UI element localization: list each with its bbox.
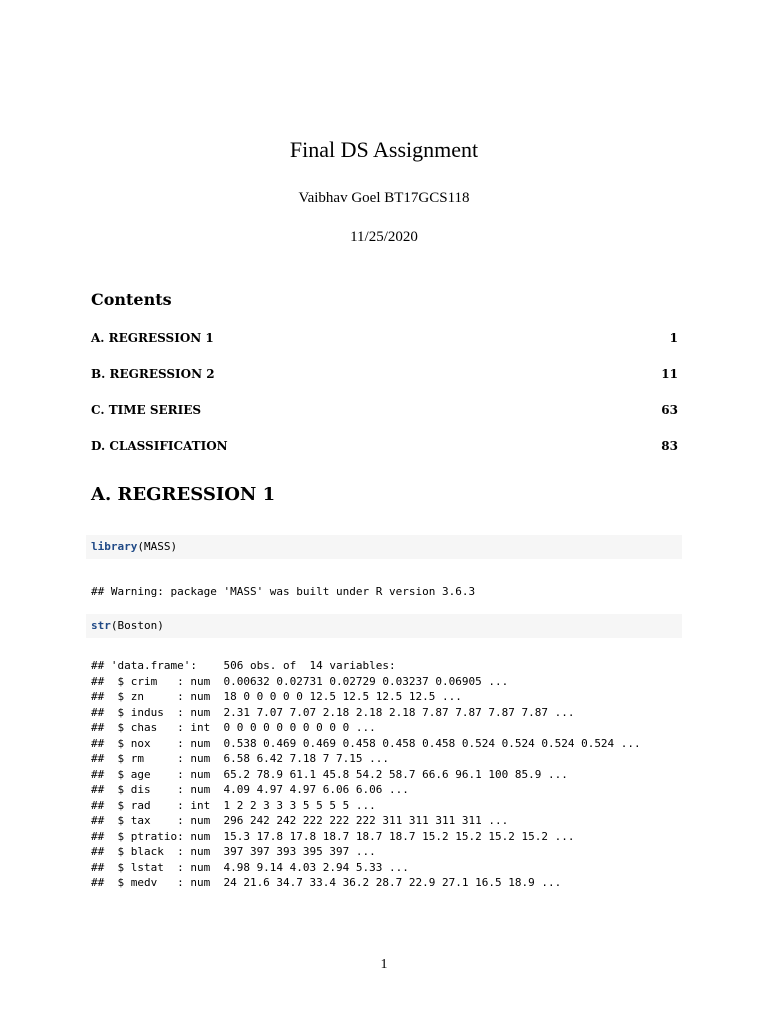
toc-item-page: 11: [661, 367, 678, 381]
code-function: library: [91, 540, 138, 553]
output-line: ## $ rad : int 1 2 2 3 3 3 5 5 5 5 ...: [91, 798, 376, 812]
output-line: ## $ tax : num 296 242 242 222 222 222 311 311 311 311 ...: [91, 814, 509, 827]
output-line: ## $ indus : num 2.31 7.07 7.07 2.18 2.18 2.18 7.87 7.87 7.87 7.87 ...: [91, 705, 575, 719]
output-line: ## $ age : num 65.2 78.9 61.1 45.8 54.2 58.7 66.6 96.1 100 85.9 ...: [91, 767, 568, 781]
document-date: 11/25/2020: [350, 229, 418, 245]
toc-item[interactable]: [91, 367, 678, 381]
document-title: Final DS Assignment: [289, 137, 479, 162]
code-block-str: [86, 614, 682, 638]
code-function: str: [91, 619, 111, 632]
warning-output: ## Warning: package 'MASS' was built under R version 3.6.3: [91, 585, 476, 598]
toc-item[interactable]: [91, 403, 678, 417]
document-author: Vaibhav Goel BT17GCS118: [298, 190, 470, 206]
toc-item-page: 83: [661, 439, 678, 453]
contents-heading: Contents: [91, 290, 172, 309]
toc-item-label: D. CLASSIFICATION: [91, 439, 228, 453]
output-line: ## $ crim : num 0.00632 0.02731 0.02729 0.03237 0.06905 ...: [91, 674, 509, 688]
output-line: ## $ zn : num 18 0 0 0 0 0 12.5 12.5 12.5 12.5 ...: [91, 690, 462, 703]
toc-item-page: 1: [669, 331, 678, 345]
code-arguments: (Boston): [110, 619, 164, 632]
output-line: ## $ ptratio: num 15.3 17.8 17.8 18.7 18.7 18.7 15.2 15.2 15.2 15.2 ...: [91, 829, 575, 843]
output-line: ## 'data.frame': 506 obs. of 14 variables:: [91, 659, 396, 672]
page-number: 1: [380, 957, 388, 972]
output-line: ## $ chas : int 0 0 0 0 0 0 0 0 0 0 ...: [91, 721, 376, 734]
section-heading: A. REGRESSION 1: [91, 484, 276, 505]
str-output: [91, 658, 641, 891]
code-block-library: [86, 535, 682, 559]
output-line: ## $ medv : num 24 21.6 34.7 33.4 36.2 28.7 22.9 27.1 16.5 18.9 ...: [91, 876, 562, 889]
toc-item-label: C. TIME SERIES: [91, 403, 202, 417]
toc-item-page: 63: [661, 403, 678, 417]
output-line: ## $ rm : num 6.58 6.42 7.18 7 7.15 ...: [91, 752, 390, 765]
output-line: ## $ dis : num 4.09 4.97 4.97 6.06 6.06 ...: [91, 783, 409, 796]
output-line: ## $ nox : num 0.538 0.469 0.469 0.458 0.458 0.458 0.524 0.524 0.524 0.524 ...: [91, 736, 641, 750]
toc-item[interactable]: [91, 439, 678, 453]
toc-item-label: A. REGRESSION 1: [91, 331, 214, 345]
toc-item-label: B. REGRESSION 2: [91, 367, 215, 381]
output-line: ## $ lstat : num 4.98 9.14 4.03 2.94 5.33 ...: [91, 860, 409, 874]
code-arguments: (MASS): [137, 540, 178, 553]
toc-item[interactable]: [91, 331, 678, 345]
output-line: ## $ black : num 397 397 393 395 397 ...: [91, 845, 376, 858]
